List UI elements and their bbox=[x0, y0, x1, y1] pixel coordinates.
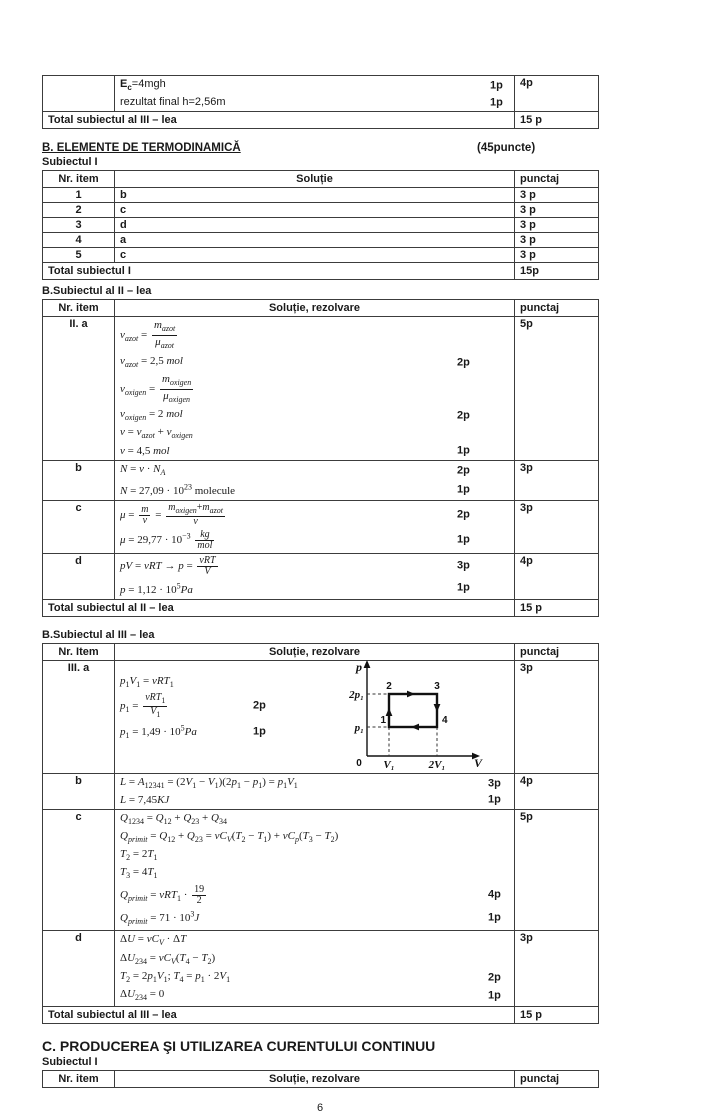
inline-points: 1p bbox=[488, 793, 501, 806]
points-cell: 3 p bbox=[515, 248, 599, 263]
solution-cell: a bbox=[115, 233, 515, 248]
section-a-carry-table bbox=[42, 75, 599, 129]
formula-line bbox=[120, 932, 509, 950]
table-row bbox=[43, 233, 599, 248]
table-row bbox=[43, 501, 599, 554]
formula-line bbox=[120, 775, 509, 793]
formula-line bbox=[120, 354, 509, 372]
formula: $p_1$ = νRT$_1$ $V_1$ bbox=[120, 691, 166, 719]
formula: $T_2 = 2T_1$ bbox=[120, 848, 158, 863]
formula: μ = $\frac{m}{\nu}$ = $m_{oxigen}+m_{azot}$ ν bbox=[120, 502, 223, 528]
formula: $\mu = 29,77 \cdot 10^{-3}$ kg mol bbox=[120, 528, 213, 551]
formula: $\nu_{oxigen} = 2$ mol bbox=[120, 408, 183, 423]
points-cell: 3p bbox=[515, 501, 599, 554]
formula-line bbox=[120, 444, 509, 459]
points-cell: 4p bbox=[515, 773, 599, 809]
inline-points: 1p bbox=[488, 911, 501, 924]
table-row bbox=[43, 203, 599, 218]
formula: $N = \nu \cdot N_A$ bbox=[120, 462, 166, 477]
subject3-table bbox=[42, 643, 599, 1025]
formula: $T_2 = 2p_1V_1$; $T_4 = p_1 \cdot 2V_1$ bbox=[120, 969, 231, 984]
total-row bbox=[43, 263, 599, 280]
formula-line bbox=[120, 425, 509, 443]
formula-block bbox=[120, 662, 350, 744]
header-points: punctaj bbox=[515, 171, 599, 188]
formula: $Q_{primit} = 71 \cdot 10^3J$ bbox=[120, 909, 200, 927]
formula-line bbox=[120, 811, 509, 829]
total-points: 15 p bbox=[515, 1007, 599, 1024]
inline-points: 2p bbox=[253, 699, 266, 712]
inline-points: 1p bbox=[490, 96, 503, 109]
item-label: III. a bbox=[43, 660, 115, 773]
solution-cell bbox=[115, 931, 515, 1007]
formula-line bbox=[120, 578, 509, 598]
page-number: 6 bbox=[316, 1102, 324, 1114]
formula-line bbox=[120, 502, 509, 528]
section-b-heading bbox=[42, 142, 598, 154]
formula: $\Delta U_{234} = \nu C_V(T_4 - T_2)$ bbox=[120, 951, 216, 966]
formula: $\nu_{azot} = 2,5$ mol bbox=[120, 354, 183, 369]
inline-points: 3p bbox=[457, 559, 470, 572]
subject2-table bbox=[42, 299, 599, 616]
inline-points: 1p bbox=[457, 581, 470, 594]
header-nr: Nr. item bbox=[43, 300, 115, 317]
solution-cell bbox=[115, 317, 515, 460]
cycle-rectangle bbox=[389, 694, 437, 727]
total-label: Total subiectul al II – lea bbox=[43, 599, 515, 616]
solution-cell bbox=[115, 76, 515, 112]
item-label: c bbox=[43, 809, 115, 931]
header-row bbox=[43, 1071, 599, 1088]
solution-line bbox=[120, 95, 509, 110]
item-number: 2 bbox=[43, 203, 115, 218]
formula: $N = 27,09 \cdot 10^{23}$ molecule bbox=[120, 482, 236, 498]
formula-line bbox=[120, 721, 350, 744]
solution-cell: d bbox=[115, 218, 515, 233]
arrow-left-icon bbox=[411, 723, 419, 730]
inline-points: 1p bbox=[457, 444, 470, 457]
formula: $Q_{1234} = Q_{12} + Q_{23} + Q_{34}$ bbox=[120, 811, 227, 826]
inline-points: 4p bbox=[488, 888, 501, 901]
points-cell: 3 p bbox=[515, 203, 599, 218]
inline-points: 1p bbox=[488, 989, 501, 1002]
pv-diagram bbox=[344, 659, 490, 775]
formula: $T_3 = 4T_1$ bbox=[120, 866, 158, 881]
table-row bbox=[43, 809, 599, 931]
p-axis-label: p bbox=[356, 659, 362, 674]
header-points: punctaj bbox=[515, 300, 599, 317]
point-2-label: 2 bbox=[386, 680, 392, 692]
table-row bbox=[43, 218, 599, 233]
total-label: Total subiectul I bbox=[43, 263, 515, 280]
solution-cell bbox=[115, 501, 515, 554]
formula-line bbox=[120, 462, 509, 480]
point-1-label: 1 bbox=[380, 714, 386, 726]
point-3-label: 3 bbox=[434, 680, 440, 692]
item-label: II. a bbox=[43, 317, 115, 460]
formula: $p = 1,12 \cdot 10^5Pa$ bbox=[120, 580, 193, 596]
formula: L = 7,45KJ bbox=[120, 793, 170, 806]
formula-line bbox=[120, 555, 509, 578]
formula-line bbox=[120, 692, 350, 721]
inline-points: 1p bbox=[490, 79, 503, 92]
points-cell: 3p bbox=[515, 460, 599, 501]
item-number: 5 bbox=[43, 248, 115, 263]
item-label: d bbox=[43, 931, 115, 1007]
formula-line bbox=[120, 865, 509, 883]
formula-line bbox=[120, 372, 509, 407]
formula-line bbox=[120, 969, 509, 987]
inline-points: 1p bbox=[457, 533, 470, 546]
page-content bbox=[42, 75, 598, 1114]
empty-cell bbox=[43, 76, 115, 112]
table-row bbox=[43, 76, 599, 112]
formula-line bbox=[120, 829, 509, 847]
inline-points: 2p bbox=[457, 356, 470, 369]
inline-points: 3p bbox=[488, 777, 501, 790]
total-row bbox=[43, 112, 599, 129]
points-cell: 3 p bbox=[515, 188, 599, 203]
solution-cell bbox=[115, 553, 515, 599]
header-points: punctaj bbox=[515, 643, 599, 660]
p-axis-arrow-icon bbox=[364, 660, 371, 668]
solution-cell bbox=[115, 460, 515, 501]
solution-cell: c bbox=[115, 248, 515, 263]
total-points: 15p bbox=[515, 263, 599, 280]
table-row bbox=[43, 660, 599, 773]
header-solution: Soluție, rezolvare bbox=[115, 1071, 515, 1088]
inline-points: 1p bbox=[457, 483, 470, 496]
item-label: c bbox=[43, 501, 115, 554]
solution-with-diagram bbox=[120, 659, 509, 772]
formula: pV = νRT → p = νRT V bbox=[120, 554, 216, 577]
formula: $\nu_{oxigen}$ = $m_{oxigen}$ $\mu_{oxigen}$ bbox=[120, 372, 192, 405]
points-cell: 5p bbox=[515, 317, 599, 460]
formula-line bbox=[120, 407, 509, 425]
inline-points: 2p bbox=[457, 464, 470, 477]
item-number: 3 bbox=[43, 218, 115, 233]
subject1-title: Subiectul I bbox=[42, 156, 98, 169]
formula-line bbox=[120, 987, 509, 1005]
solution-line bbox=[120, 77, 509, 95]
points-cell: 3 p bbox=[515, 218, 599, 233]
formula-line bbox=[120, 907, 509, 930]
item-label: b bbox=[43, 460, 115, 501]
formula-line bbox=[120, 951, 509, 969]
item-number: 4 bbox=[43, 233, 115, 248]
formula-line bbox=[120, 480, 509, 500]
solution-cell bbox=[115, 773, 515, 809]
item-label: b bbox=[43, 773, 115, 809]
item-label: d bbox=[43, 553, 115, 599]
points-cell: 5p bbox=[515, 809, 599, 931]
section-c-subject1-title: Subiectul I bbox=[42, 1056, 98, 1069]
section-c-table bbox=[42, 1070, 599, 1088]
table-row bbox=[43, 773, 599, 809]
header-solution: Soluție, rezolvare bbox=[115, 300, 515, 317]
item-number: 1 bbox=[43, 188, 115, 203]
x-tick-2v1: 2V₁ bbox=[428, 758, 446, 771]
formula: $\nu_{azot}$ = $m_{azot}$ $\mu_{azot}$ bbox=[120, 319, 176, 351]
solution-cell bbox=[115, 809, 515, 931]
inline-points: 2p bbox=[488, 971, 501, 984]
formula-line bbox=[120, 793, 509, 808]
inline-points: 2p bbox=[457, 409, 470, 422]
header-row bbox=[43, 171, 599, 188]
formula: rezultat final h=2,56m bbox=[120, 96, 226, 109]
total-points: 15 p bbox=[515, 112, 599, 129]
points-cell: 3p bbox=[515, 660, 599, 773]
formula: $\nu = \nu_{azot} + \nu_{oxigen}$ bbox=[120, 426, 193, 441]
table-row bbox=[43, 317, 599, 460]
header-nr: Nr. Item bbox=[43, 643, 115, 660]
table-row bbox=[43, 931, 599, 1007]
header-nr: Nr. item bbox=[43, 171, 115, 188]
formula-line bbox=[120, 884, 509, 907]
header-row bbox=[43, 643, 599, 660]
formula: $\Delta U = \nu C_V \cdot \Delta T$ bbox=[120, 933, 187, 948]
section-b-title: B. ELEMENTE DE TERMODINAMICĂ bbox=[42, 142, 241, 155]
formula: $L = A_{12341} = (2V_1 - V_1)(2p_1 - p_1) = p_1V_1$ bbox=[120, 775, 298, 790]
arrow-right-icon bbox=[407, 690, 415, 697]
x-tick-v1: V₁ bbox=[383, 758, 395, 771]
v-axis-label: V bbox=[473, 755, 483, 770]
header-solution: Soluție bbox=[115, 171, 515, 188]
points-cell: 3 p bbox=[515, 233, 599, 248]
formula-line bbox=[120, 674, 350, 692]
subject1-table bbox=[42, 170, 599, 280]
inline-points: 2p bbox=[457, 508, 470, 521]
header-solution: Soluție, rezolvare bbox=[115, 643, 515, 660]
total-points: 15 p bbox=[515, 599, 599, 616]
points-cell: 3p bbox=[515, 931, 599, 1007]
header-nr: Nr. item bbox=[43, 1071, 115, 1088]
table-row bbox=[43, 248, 599, 263]
solution-cell: b bbox=[115, 188, 515, 203]
formula: $Q_{primit} = \nu RT_1$ · $\frac{19}{2}$ bbox=[120, 883, 205, 906]
inline-points: 1p bbox=[253, 725, 266, 738]
header-points: punctaj bbox=[515, 1071, 599, 1088]
table-row bbox=[43, 188, 599, 203]
section-b-points: (45puncte) bbox=[477, 142, 536, 155]
points-cell: 4p bbox=[515, 553, 599, 599]
formula: $p_1 = 1,49 \cdot 10^5Pa$ bbox=[120, 723, 197, 741]
formula-line bbox=[120, 528, 509, 552]
subject2-title: B.Subiectul al II – lea bbox=[42, 285, 152, 298]
arrow-up-icon bbox=[386, 708, 393, 716]
formula: $p_1V_1 = \nu RT_1$ bbox=[120, 674, 174, 689]
point-4-label: 4 bbox=[442, 714, 448, 726]
formula: ν = 4,5 mol bbox=[120, 444, 170, 457]
total-row bbox=[43, 1007, 599, 1024]
total-label: Total subiectul al III – lea bbox=[43, 112, 515, 129]
table-row bbox=[43, 460, 599, 501]
formula-line bbox=[120, 847, 509, 865]
origin-label: 0 bbox=[356, 757, 362, 769]
points-cell: 4p bbox=[515, 76, 599, 112]
formula: $E_c=4mgh$ bbox=[120, 78, 166, 93]
total-row bbox=[43, 599, 599, 616]
solution-cell: c bbox=[115, 203, 515, 218]
formula: $Q_{primit} = Q_{12} + Q_{23} = \nu C_V(T_2 - T_1) + \nu C_p(T_3 - T_2)$ bbox=[120, 830, 339, 845]
formula-line bbox=[120, 318, 509, 353]
y-tick-2p1: 2p₁ bbox=[349, 688, 364, 701]
solution-cell bbox=[115, 660, 515, 773]
total-label: Total subiectul al III – lea bbox=[43, 1007, 515, 1024]
section-c-heading: C. PRODUCEREA ŞI UTILIZAREA CURENTULUI CONTINUU bbox=[42, 1038, 436, 1055]
arrow-down-icon bbox=[434, 704, 441, 712]
formula: $\Delta U_{234} = 0$ bbox=[120, 987, 165, 1003]
y-tick-p1: p₁ bbox=[354, 721, 364, 734]
table-row bbox=[43, 553, 599, 599]
header-row bbox=[43, 300, 599, 317]
subject3-title: B.Subiectul al III – lea bbox=[42, 628, 155, 641]
